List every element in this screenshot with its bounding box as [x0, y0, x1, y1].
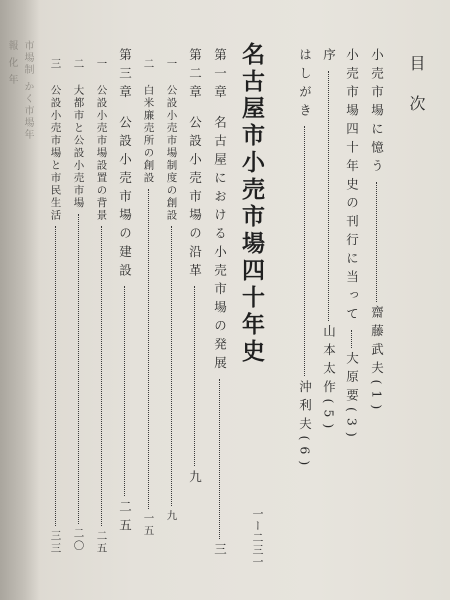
- entry-page: (5): [321, 398, 337, 435]
- entry-page: (6): [297, 435, 313, 472]
- toc-chapter-1: [213, 48, 226, 561]
- chapter-label: 第一章: [212, 48, 228, 104]
- entry-author: 大原要: [344, 351, 360, 407]
- section-label: 三: [49, 58, 62, 71]
- entry-page: (3): [344, 407, 360, 443]
- entry-author: 山本太作: [321, 324, 337, 399]
- chapter-title: 名古屋における小売市場の発展: [212, 115, 228, 375]
- bleed-text-2: 市場制 かく市場年: [22, 40, 33, 142]
- section-label: 二: [142, 58, 155, 71]
- section-page: 二〇: [72, 527, 85, 553]
- dot-leader: [219, 379, 220, 539]
- section-page: 二五: [95, 530, 108, 555]
- section-title: 大都市と公設小売市場: [72, 84, 85, 210]
- section-label: 二: [72, 58, 85, 71]
- chapter-title: 公設小売市場の沿革: [187, 115, 203, 282]
- dot-leader: [194, 286, 195, 466]
- dot-leader: [55, 226, 56, 526]
- title-page-range: 一ー二三一: [251, 508, 264, 568]
- section-page: 三三: [49, 530, 62, 555]
- toc-section-2-1: [166, 58, 177, 523]
- toc-entry-preface-2: [345, 48, 358, 443]
- chapter-label: 第二章: [187, 48, 203, 104]
- section-title: 公設小売市場と市民生活: [49, 84, 62, 222]
- dot-leader: [351, 330, 352, 348]
- toc-chapter-3: [118, 48, 131, 537]
- section-page: 一五: [142, 512, 155, 538]
- section-label: 一: [165, 58, 178, 71]
- entry-page: (1): [369, 379, 385, 416]
- chapter-title: 公設小売市場の建設: [117, 115, 133, 282]
- chapter-page: 三: [212, 542, 228, 561]
- entry-author: 沖利夫: [297, 380, 313, 436]
- dot-leader: [171, 226, 172, 506]
- toc-entry-preface-4: [298, 48, 311, 471]
- entry-text: はしがき: [297, 48, 313, 122]
- entry-text: 序: [321, 48, 337, 67]
- toc-entry-preface-3: [322, 48, 335, 434]
- dot-leader: [124, 286, 125, 496]
- adjacent-page-edge: [0, 0, 40, 600]
- toc-chapter-2: [188, 48, 201, 489]
- dot-leader: [304, 126, 305, 376]
- dot-leader: [78, 214, 79, 524]
- section-title: 公設小売市場設置の背景: [95, 84, 108, 222]
- section-title: 公設小売市場制度の創設: [165, 84, 178, 222]
- toc-section-2-2: [143, 58, 154, 538]
- dot-leader: [101, 226, 102, 526]
- dot-leader: [148, 189, 149, 509]
- section-title: 白米廉売所の創設: [142, 84, 155, 185]
- section-page: 九: [165, 510, 178, 523]
- chapter-page: 二五: [117, 500, 133, 537]
- bleed-text-1: 報 化 年: [6, 40, 17, 87]
- dot-leader: [328, 71, 329, 321]
- entry-text: 小売市場四十年史の刊行に当って: [344, 48, 360, 326]
- toc-entry-preface-1: [370, 48, 383, 415]
- chapter-label: 第三章: [117, 48, 133, 104]
- dot-leader: [376, 182, 377, 302]
- toc-section-3-1: [96, 58, 107, 555]
- toc-section-3-2: [73, 58, 84, 553]
- book-title: 名古屋市小売市場四十年史: [238, 42, 265, 366]
- toc-heading: 目次: [407, 55, 426, 135]
- chapter-page: 九: [187, 470, 203, 489]
- entry-author: 齋藤武夫: [369, 305, 385, 380]
- entry-text: 小売市場に憶う: [369, 48, 385, 178]
- section-label: 一: [95, 58, 108, 71]
- toc-section-3-3: [50, 58, 61, 555]
